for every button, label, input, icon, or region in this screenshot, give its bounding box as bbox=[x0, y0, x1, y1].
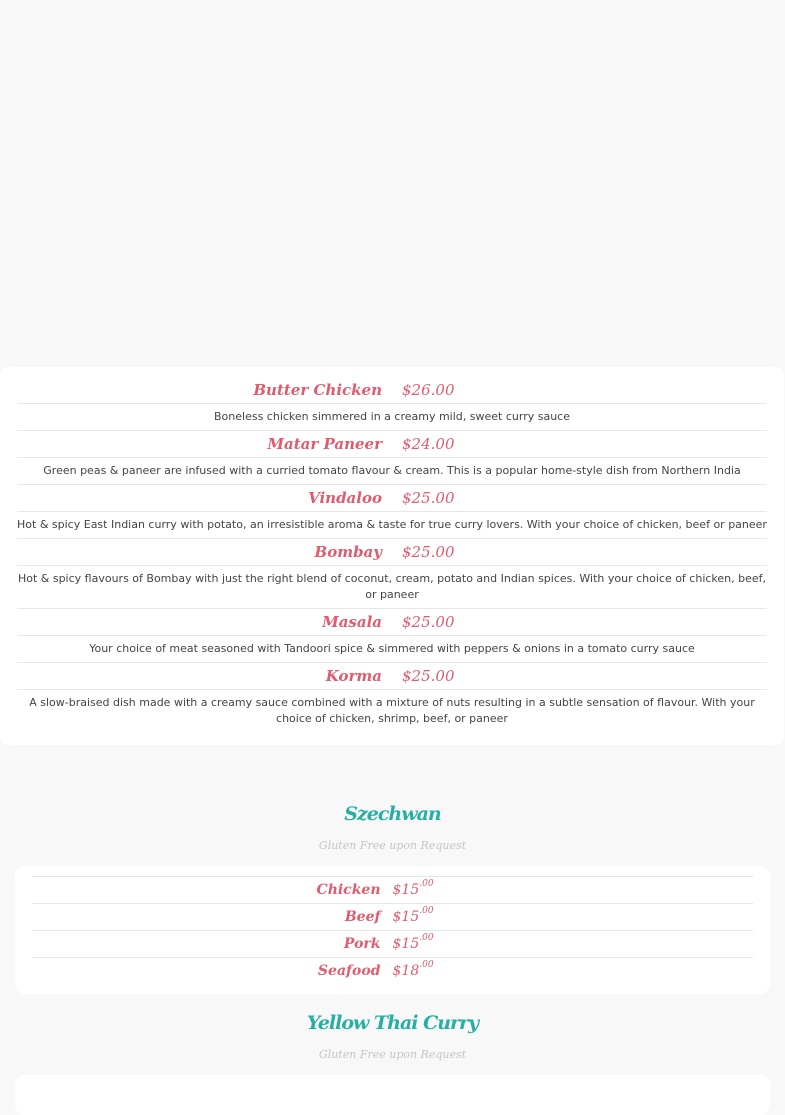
item-price: $\$15^{.00}$ bbox=[392, 933, 434, 952]
item-name: Seafood bbox=[317, 963, 381, 979]
price-row-beef bbox=[32, 903, 753, 930]
item-price: $25.00 bbox=[402, 489, 455, 507]
item-name: Vindaloo bbox=[308, 489, 382, 507]
price-row-pork bbox=[32, 930, 753, 957]
item-description: Boneless chicken simmered in a creamy mild, sweet curry sauce bbox=[17, 404, 767, 431]
item-name: Beef bbox=[344, 909, 381, 925]
section-subtitle: Gluten Free upon Request bbox=[318, 839, 467, 852]
price-row-seafood bbox=[32, 957, 753, 984]
item-price: $26.00 bbox=[402, 381, 455, 399]
curry-menu-card bbox=[0, 367, 784, 745]
item-price: $25.00 bbox=[402, 667, 455, 685]
item-price: $\$15^{.00}$ bbox=[392, 879, 434, 898]
item-description: A slow-braised dish made with a creamy sauce combined with a mixture of nuts resulting in a subtle sensation of flavour. With your choice of chicken, shrimp, beef, or paneer bbox=[29, 696, 755, 725]
item-price: $\$15^{.00}$ bbox=[392, 906, 434, 925]
top-blank-area bbox=[0, 0, 785, 367]
section-title-yellow-thai-curry: Yellow Thai Curry bbox=[306, 1012, 479, 1034]
price-row-chicken bbox=[32, 876, 753, 903]
menu-item-matar-paneer bbox=[17, 431, 767, 458]
yellow-thai-card bbox=[15, 1075, 770, 1115]
item-description: Green peas & paneer are infused with a curried tomato flavour & cream. This is a popular home-style dish from Northern India bbox=[17, 458, 767, 485]
item-description: Hot & spicy East Indian curry with potato, an irresistible aroma & taste for true curry lovers. With your choice of chicken, beef or paneer bbox=[17, 512, 767, 539]
item-description: Hot & spicy flavours of Bombay with just the right blend of coconut, cream, potato and Indian spices. With your choice of chicken, beef, or paneer bbox=[17, 566, 767, 609]
item-name: Butter Chicken bbox=[253, 381, 382, 399]
item-description: Your choice of meat seasoned with Tandoori spice & simmered with peppers & onions in a tomato curry sauce bbox=[17, 636, 767, 663]
menu-item-masala bbox=[17, 609, 767, 636]
menu-item-bombay bbox=[17, 539, 767, 566]
menu-item-vindaloo bbox=[17, 485, 767, 512]
item-name: Korma bbox=[325, 667, 382, 685]
item-price: $25.00 bbox=[402, 543, 455, 561]
item-name: Bombay bbox=[314, 543, 382, 561]
item-name: Chicken bbox=[316, 882, 381, 898]
item-name: Pork bbox=[343, 936, 381, 952]
item-price: $\$18^{.00}$ bbox=[392, 960, 434, 979]
item-price: $25.00 bbox=[402, 613, 455, 631]
szechwan-card bbox=[15, 866, 770, 994]
item-price: $24.00 bbox=[402, 435, 455, 453]
section-subtitle: Gluten Free upon Request bbox=[318, 1048, 467, 1061]
menu-item-korma bbox=[17, 663, 767, 690]
section-title-szechwan: Szechwan bbox=[344, 803, 441, 825]
item-name: Masala bbox=[322, 613, 382, 631]
item-name: Matar Paneer bbox=[267, 435, 382, 453]
menu-item-butter-chicken bbox=[17, 377, 767, 404]
